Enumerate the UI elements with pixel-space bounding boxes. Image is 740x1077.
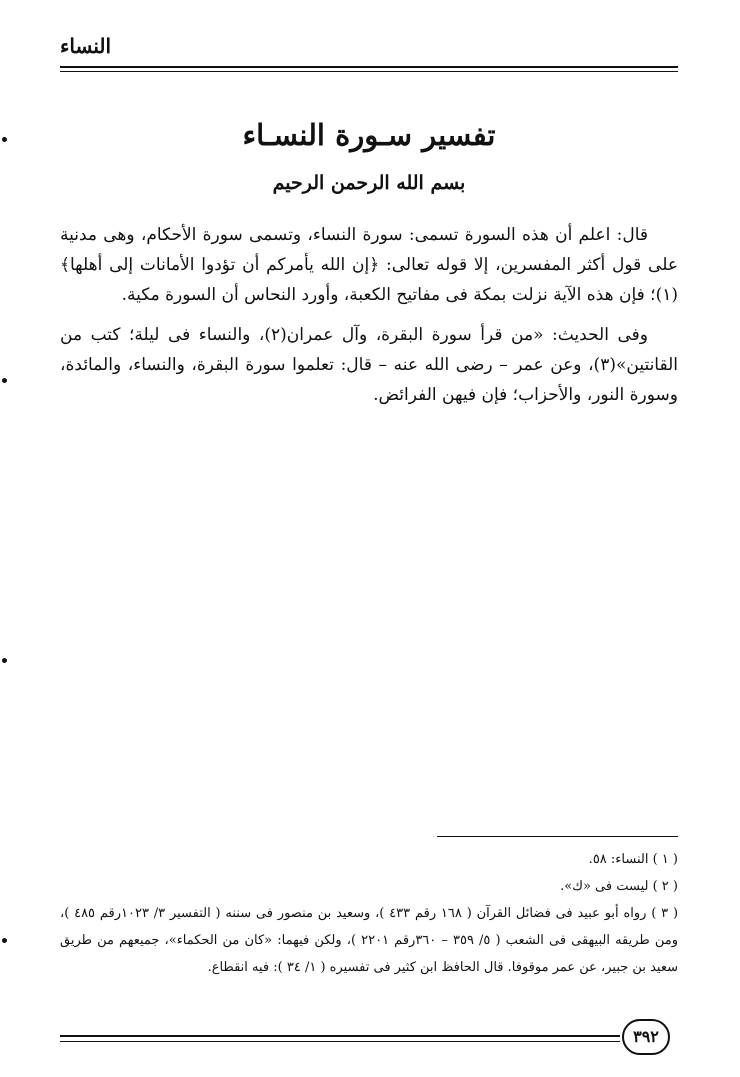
running-header-title: النساء bbox=[60, 34, 112, 58]
footnote-separator bbox=[437, 836, 678, 837]
margin-dot bbox=[2, 658, 7, 663]
page-number: ٣٩٢ bbox=[622, 1019, 670, 1055]
footnotes bbox=[60, 846, 678, 981]
main-text bbox=[60, 220, 678, 420]
paragraph: وفى الحديث: «من قرأ سورة البقرة، وآل عمران(٢)، والنساء فى ليلة؛ كتب من القانتين»(٣)، وعن عمر – رضى الله عنه – قال: تعلموا سورة البقرة، والنساء، والمائدة، وسورة النور، والأحزاب؛ فإن فيهن الفرائض. bbox=[60, 325, 678, 405]
footnote: ( ٢ ) ليست فى «ك». bbox=[560, 879, 678, 894]
footer-rule bbox=[60, 1035, 620, 1037]
footer-rule-thin bbox=[60, 1041, 620, 1042]
header-rule bbox=[60, 66, 678, 68]
margin-dot bbox=[2, 938, 7, 943]
margin-dot bbox=[2, 137, 7, 142]
basmala: بسم الله الرحمن الرحيم bbox=[272, 172, 466, 194]
paragraph: قال: اعلم أن هذه السورة تسمى: سورة النساء، وتسمى سورة الأحكام، وهى مدنية على قول أكثر المفسرين، إلا قوله تعالى: ﴿إن الله يأمركم أن تؤدوا الأمانات إلى أهلها﴾(١)؛ فإن هذه الآية نزلت بمكة فى مفاتيح الكعبة، وأورد النحاس أن السورة مكية. bbox=[60, 225, 678, 305]
surah-title: تفسير سـورة النسـاء bbox=[242, 118, 496, 152]
footnote: ( ٣ ) رواه أبو عبيد فى فضائل القرآن ( ١٦٨ رقم ٤٣٣ )، وسعيد بن منصور فى سننه ( التفسير ٣/ ١٠٢٣رقم ٤٨٥ )، ومن طريقه البيهقى فى الشعب ( ٥/ ٣٥٩ – ٣٦٠رقم ٢٢٠١ )، ولكن فيهما: «كان من الحكماء»، جميعهم من طريق سعيد بن جبير، عن عمر موقوفا. قال الحافظ ابن كثير فى تفسيره ( ١/ ٣٤ ): فيه انقطاع. bbox=[60, 906, 679, 975]
header-rule-thin bbox=[60, 71, 678, 72]
footnote: ( ١ ) النساء: ٥٨. bbox=[588, 852, 678, 867]
margin-dot bbox=[2, 378, 7, 383]
